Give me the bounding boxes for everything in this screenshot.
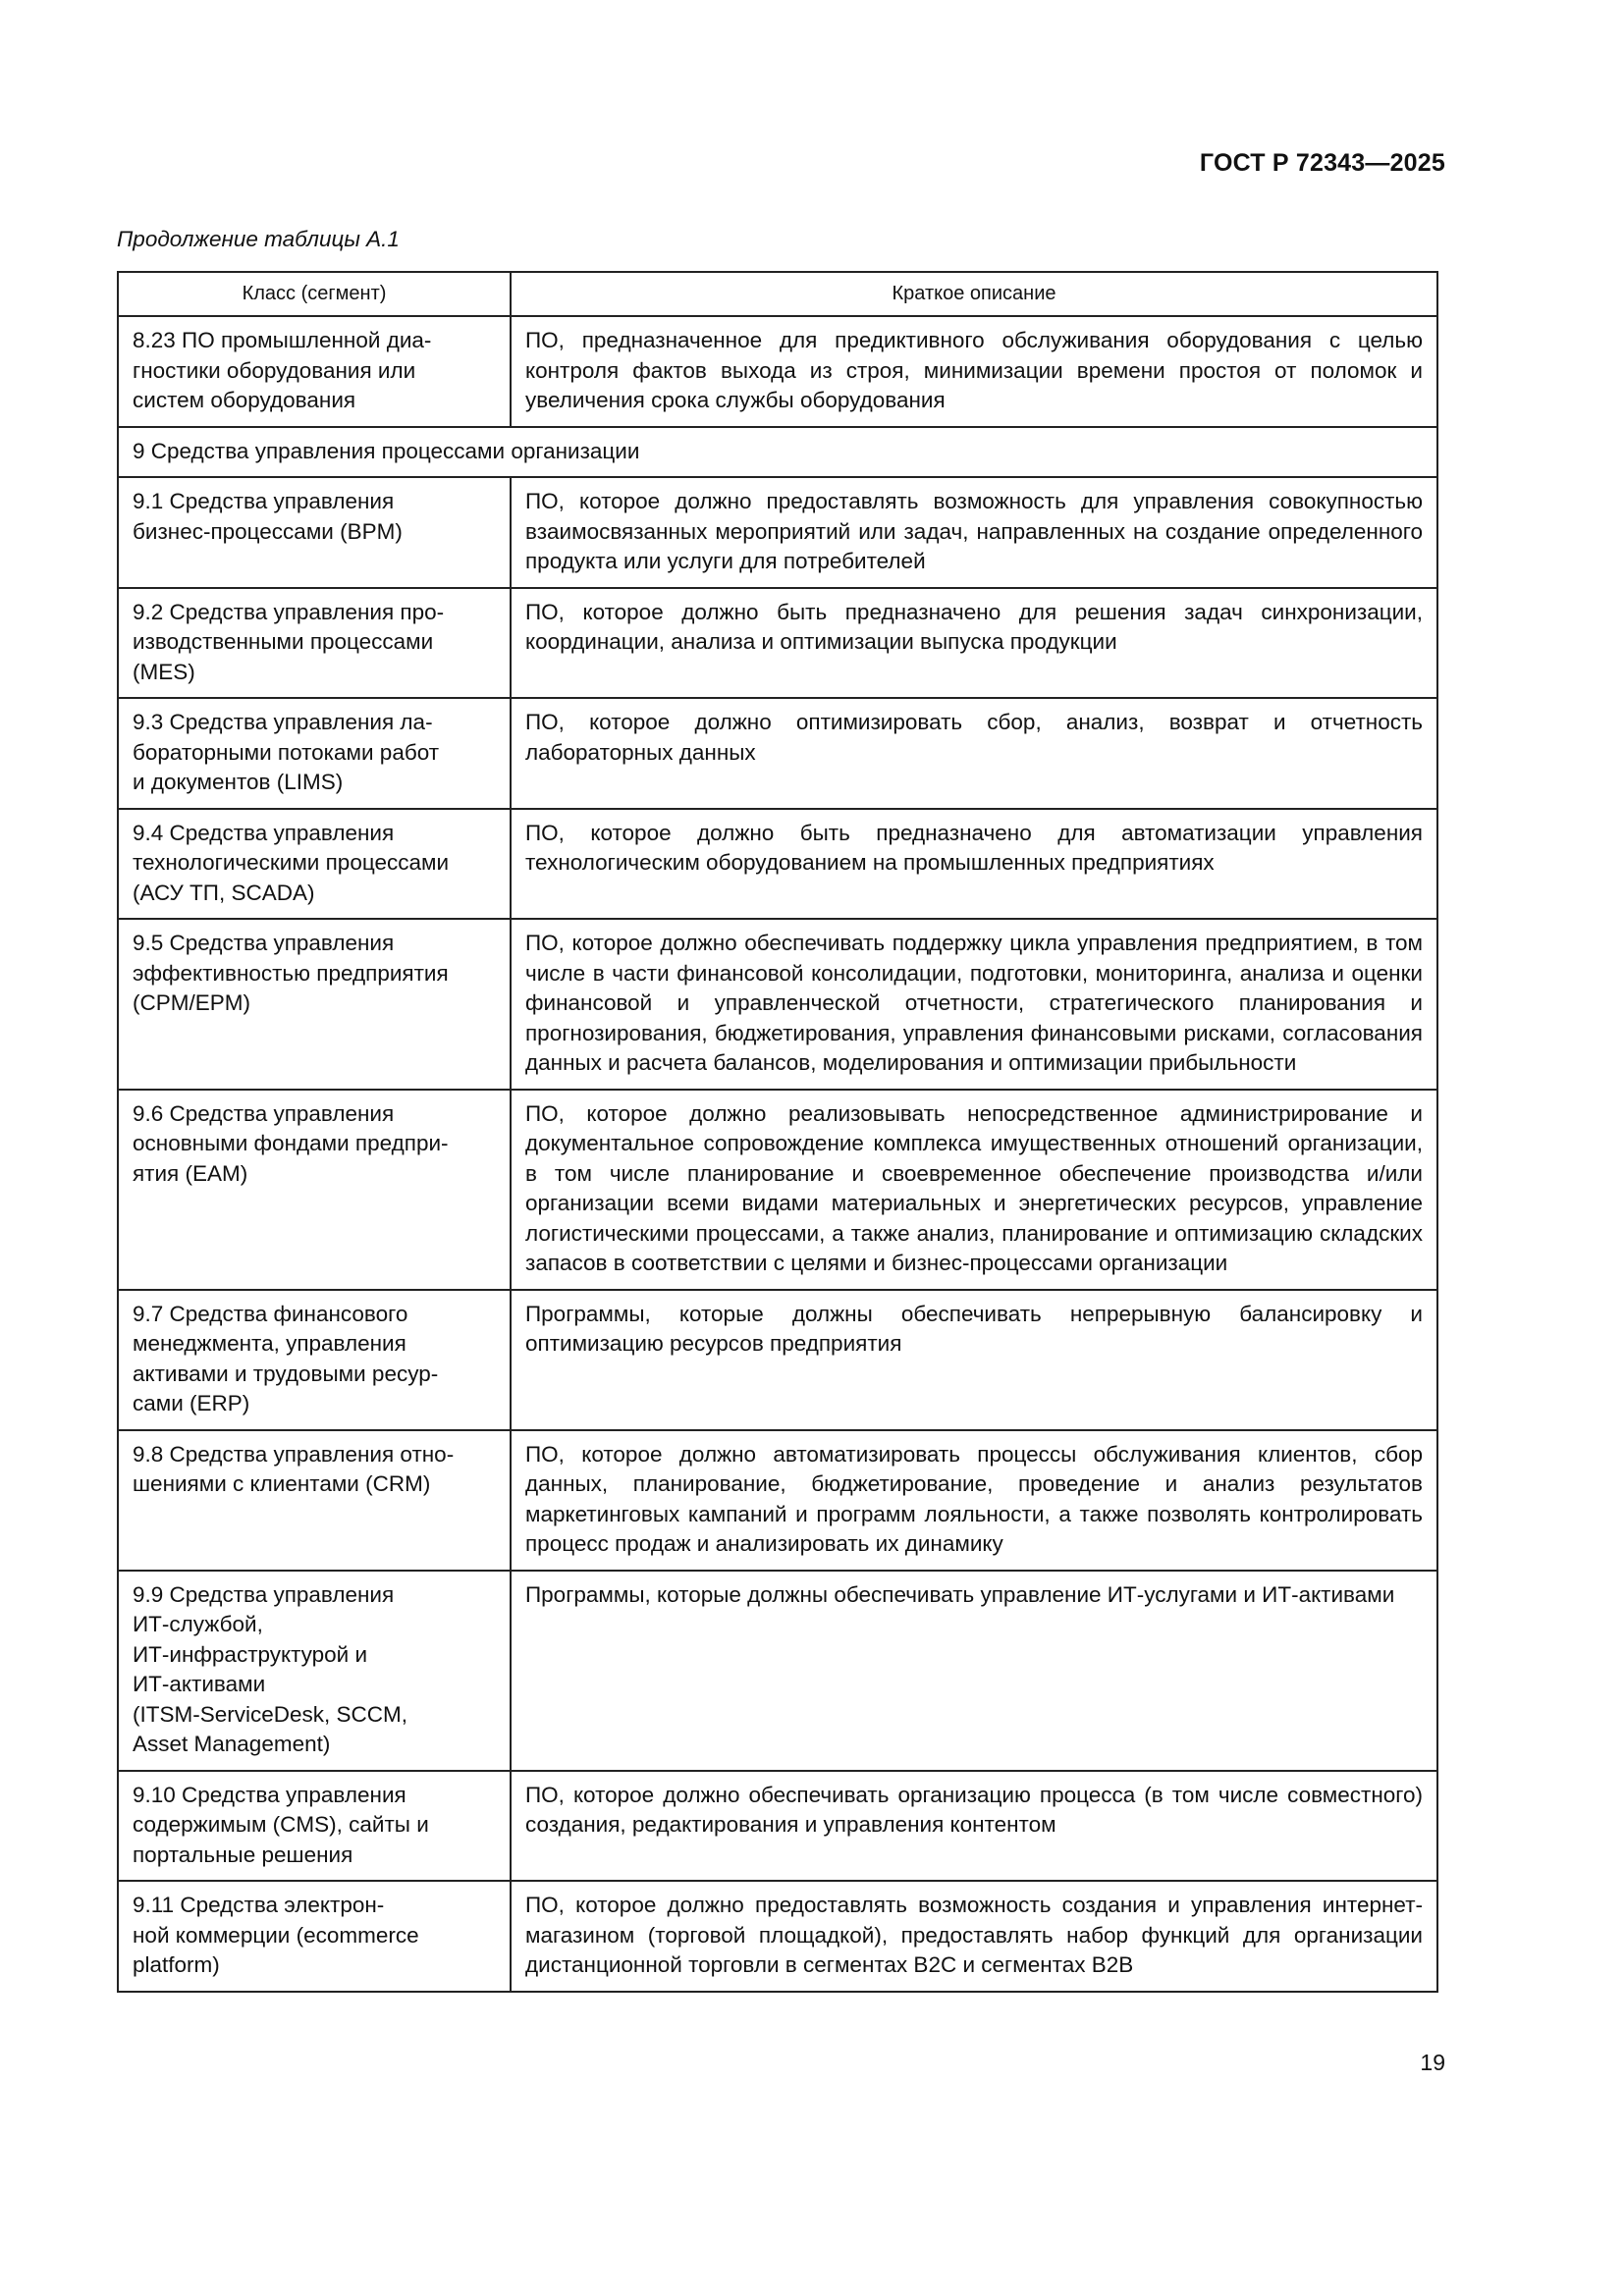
table-row xyxy=(118,698,1437,809)
table-row xyxy=(118,477,1437,588)
document-code: ГОСТ Р 72343—2025 xyxy=(1199,149,1445,177)
description-cell: ПО, которое должно автоматизировать процессы обслуживания клиентов, сбор данных, планирование, бюджетирование, проведение и анализ результатов маркетинговых кампаний и программ лояльности, а также позволять контролировать процесс продаж и анализировать их динамику xyxy=(511,1430,1437,1571)
class-cell: 9.11 Средства электрон- ной коммерции (ecommerce platform) xyxy=(118,1881,511,1992)
table-row xyxy=(118,1771,1437,1882)
table-row xyxy=(118,1290,1437,1430)
table-row xyxy=(118,1571,1437,1771)
description-cell: ПО, которое должно предоставлять возможность для управления совокупностью взаимосвязанных мероприятий или задач, направленных на создание определенного продукта или услуги для потребителей xyxy=(511,477,1437,588)
description-cell: Программы, которые должны обеспечивать управление ИТ-услугами и ИТ-активами xyxy=(511,1571,1437,1771)
classification-table xyxy=(117,271,1438,1993)
class-cell: 9.5 Средства управления эффективностью предприятия (CPM/EPM) xyxy=(118,919,511,1090)
table-row xyxy=(118,588,1437,699)
class-cell: 9.6 Средства управления основными фондами предпри- ятия (EAM) xyxy=(118,1090,511,1290)
description-cell: ПО, которое должно обеспечивать организацию процесса (в том числе совместного) создания, редактирования и управления контентом xyxy=(511,1771,1437,1882)
table-row xyxy=(118,809,1437,920)
class-cell: 9.1 Средства управления бизнес-процессами (BPM) xyxy=(118,477,511,588)
description-cell: ПО, которое должно быть предназначено для автоматизации управления технологическим оборудованием на промышленных предприятиях xyxy=(511,809,1437,920)
class-cell: 9.8 Средства управления отно- шениями с клиентами (CRM) xyxy=(118,1430,511,1571)
table-row xyxy=(118,1430,1437,1571)
class-cell: 9.2 Средства управления про- изводственными процессами (MES) xyxy=(118,588,511,699)
class-cell: 9.9 Средства управления ИТ-службой, ИТ-инфраструктурой и ИТ-активами (ITSM-ServiceDesk, SCCM, Asset Management) xyxy=(118,1571,511,1771)
class-cell: 9.3 Средства управления ла- бораторными потоками работ и документов (LIMS) xyxy=(118,698,511,809)
class-cell: 8.23 ПО промышленной диа- гностики оборудования или систем оборудования xyxy=(118,316,511,427)
table-caption: Продолжение таблицы А.1 xyxy=(117,227,400,251)
description-cell: ПО, которое должно реализовывать непосредственное администрирование и документальное сопровождение комплекса имущественных отношений организации, в том числе планирование и своевременное обеспечение производства и/или организации всеми видами материальных и энергетических ресурсов, управление логистическими процессами, а также анализ, планирование и оптимизацию складских запасов в соответствии с целями и бизнес-процессами организации xyxy=(511,1090,1437,1290)
description-cell: Программы, которые должны обеспечивать непрерывную балансировку и оптимизацию ресурсов предприятия xyxy=(511,1290,1437,1430)
class-cell: 9.10 Средства управления содержимым (CMS), сайты и портальные решения xyxy=(118,1771,511,1882)
column-header-description: Краткое описание xyxy=(511,272,1437,316)
description-cell: ПО, предназначенное для предиктивного обслуживания оборудования с целью контроля фактов выхода из строя, минимизации времени простоя от поломок и увеличения срока службы оборудования xyxy=(511,316,1437,427)
class-cell: 9.4 Средства управления технологическими процессами (АСУ ТП, SCADA) xyxy=(118,809,511,920)
description-cell: ПО, которое должно оптимизировать сбор, анализ, возврат и отчетность лабораторных данных xyxy=(511,698,1437,809)
section-heading-cell: 9 Средства управления процессами организации xyxy=(118,427,1437,478)
description-cell: ПО, которое должно обеспечивать поддержку цикла управления предприятием, в том числе в части финансовой консолидации, подготовки, мониторинга, анализа и оценки финансовой и управленческой отчетности, стратегического планирования и прогнозирования, бюджетирования, управления финансовыми рисками, согласования данных и расчета балансов, моделирования и оптимизации прибыльности xyxy=(511,919,1437,1090)
description-cell: ПО, которое должно быть предназначено для решения задач синхронизации, координации, анализа и оптимизации выпуска продукции xyxy=(511,588,1437,699)
page-number: 19 xyxy=(1420,2050,1445,2075)
section-row xyxy=(118,427,1437,478)
table-row xyxy=(118,316,1437,427)
class-cell: 9.7 Средства финансового менеджмента, управления активами и трудовыми ресур- сами (ERP) xyxy=(118,1290,511,1430)
table-row xyxy=(118,1090,1437,1290)
description-cell: ПО, которое должно предоставлять возможность создания и управления интернет-магазином (торговой площадкой), предоставлять набор функций для организации дистанционной торговли в сегментах B2C и сегментах B2B xyxy=(511,1881,1437,1992)
table-row xyxy=(118,1881,1437,1992)
table-header-row xyxy=(118,272,1437,316)
table-row xyxy=(118,919,1437,1090)
column-header-class: Класс (сегмент) xyxy=(118,272,511,316)
